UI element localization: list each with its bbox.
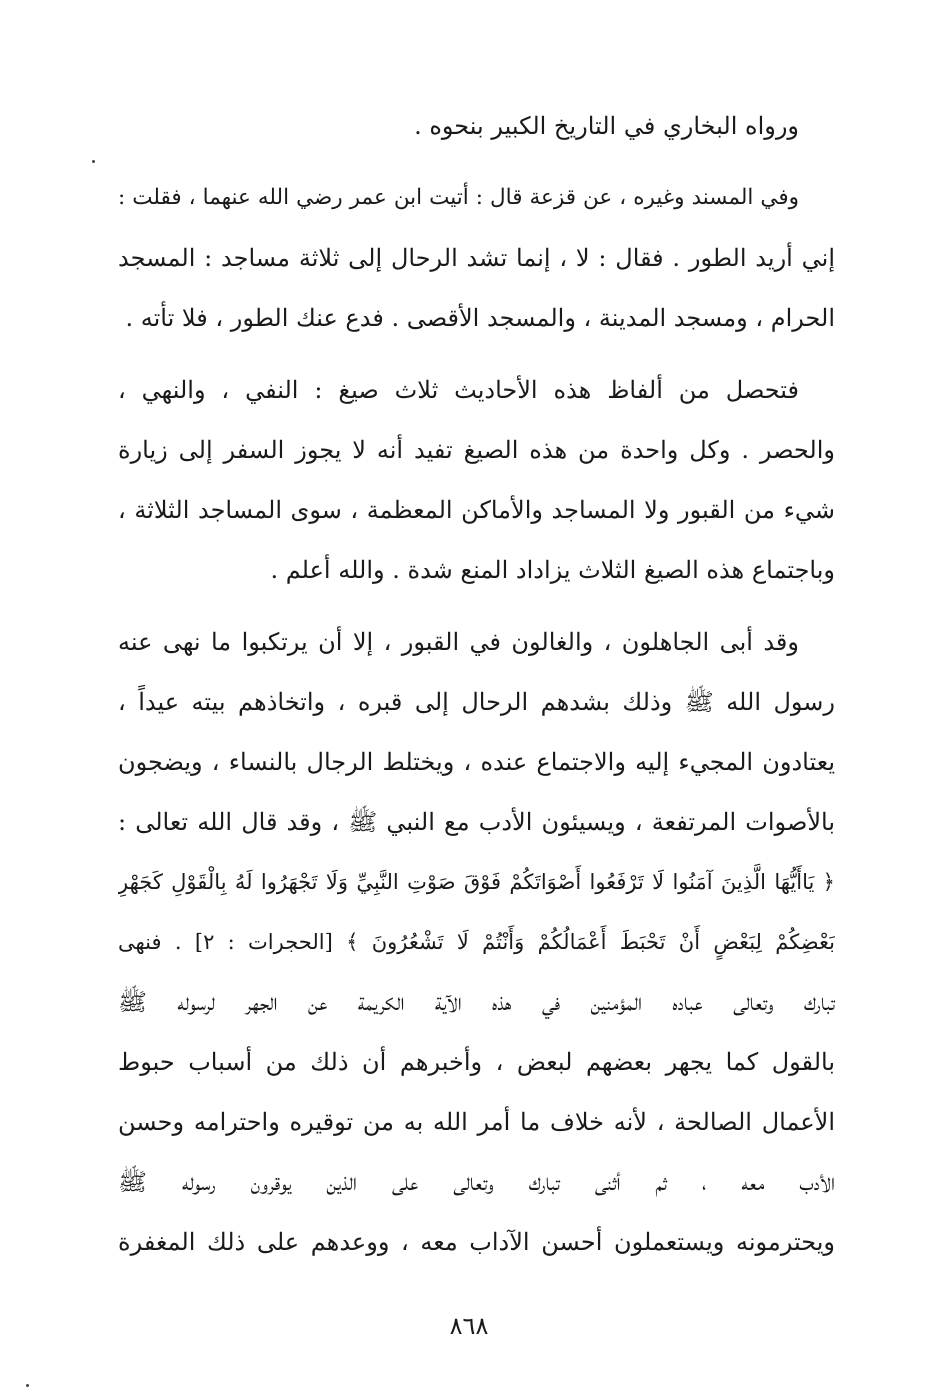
quran-verse-line: بَعْضِكُمْ لِبَعْضٍ أَنْ تَحْبَطَ أَعْمَالُكُمْ وَأَنْتُمْ لَا تَشْعُرُونَ ﴾ [الحجرات : ٢] . فنهى <box>118 930 835 954</box>
text-line: الحرام ، ومسجد المدينة ، والمسجد الأقصى . فدع عنك الطور ، فلا تأته . <box>125 304 835 332</box>
text-line: فتحصل من ألفاظ هذه الأحاديث ثلاث صيغ : النفي ، والنهي ، <box>118 376 799 404</box>
text-line: والحصر . وكل واحدة من هذه الصيغ تفيد أنه لا يجوز السفر إلى زيارة <box>118 436 835 464</box>
text-line: بالقول كما يجهر بعضهم لبعض ، وأخبرهم أن ذلك من أسباب حبوط <box>118 1048 835 1076</box>
paragraph <box>118 612 835 1272</box>
scan-speck <box>26 1384 29 1387</box>
text-line: الأدب معه ، ثم أثنى تبارك وتعالى على الذين يوقرون رسوله ﷺ <box>118 1168 835 1196</box>
text-line: ورواه البخاري في التاريخ الكبير بنحوه . <box>414 112 799 140</box>
text-line: تبارك وتعالى عباده المؤمنين في هذه الآية الكريمة عن الجهر لرسوله ﷺ <box>118 988 835 1016</box>
quran-verse-line: ﴿ يَاأَيُّهَا الَّذِينَ آمَنُوا لَا تَرْفَعُوا أَصْوَاتَكُمْ فَوْقَ صَوْتِ النَّبِيِّ وَلَا تَجْهَرُوا لَهُ بِالْقَوْلِ كَجَهْرِ <box>118 870 835 894</box>
text-line: يعتادون المجيء إليه والاجتماع عنده ، ويختلط الرجال بالنساء ، ويضجون <box>118 748 835 776</box>
text-line: بالأصوات المرتفعة ، ويسيئون الأدب مع النبي ﷺ ، وقد قال الله تعالى : <box>118 808 835 836</box>
text-line: إني أريد الطور . فقال : لا ، إنما تشد الرحال إلى ثلاثة مساجد : المسجد <box>118 244 835 272</box>
paragraph <box>118 96 835 156</box>
text-line: ويحترمونه ويستعملون أحسن الآداب معه ، ووعدهم على ذلك المغفرة <box>118 1228 835 1256</box>
paragraph <box>118 360 835 600</box>
text-line: وقد أبى الجاهلون ، والغالون في القبور ، إلا أن يرتكبوا ما نهى عنه <box>118 628 799 656</box>
text-line: رسول الله ﷺ وذلك بشدهم الرحال إلى قبره ، واتخاذهم بيته عيداً ، <box>118 688 835 716</box>
page-number: ٨٦٨ <box>449 1312 489 1340</box>
text-line: الأعمال الصالحة ، لأنه خلاف ما أمر الله به من توقيره واحترامه وحسن <box>118 1108 835 1136</box>
scan-speck <box>92 160 95 163</box>
text-line: وفي المسند وغيره ، عن قزعة قال : أتيت ابن عمر رضي الله عنهما ، فقلت : <box>118 185 799 210</box>
text-line: شيء من القبور ولا المساجد والأماكن المعظمة ، سوى المساجد الثلاثة ، <box>118 496 835 524</box>
paragraph <box>118 168 835 348</box>
body-text <box>118 96 835 1284</box>
text-line: وباجتماع هذه الصيغ الثلاث يزاداد المنع شدة . والله أعلم . <box>270 556 835 584</box>
